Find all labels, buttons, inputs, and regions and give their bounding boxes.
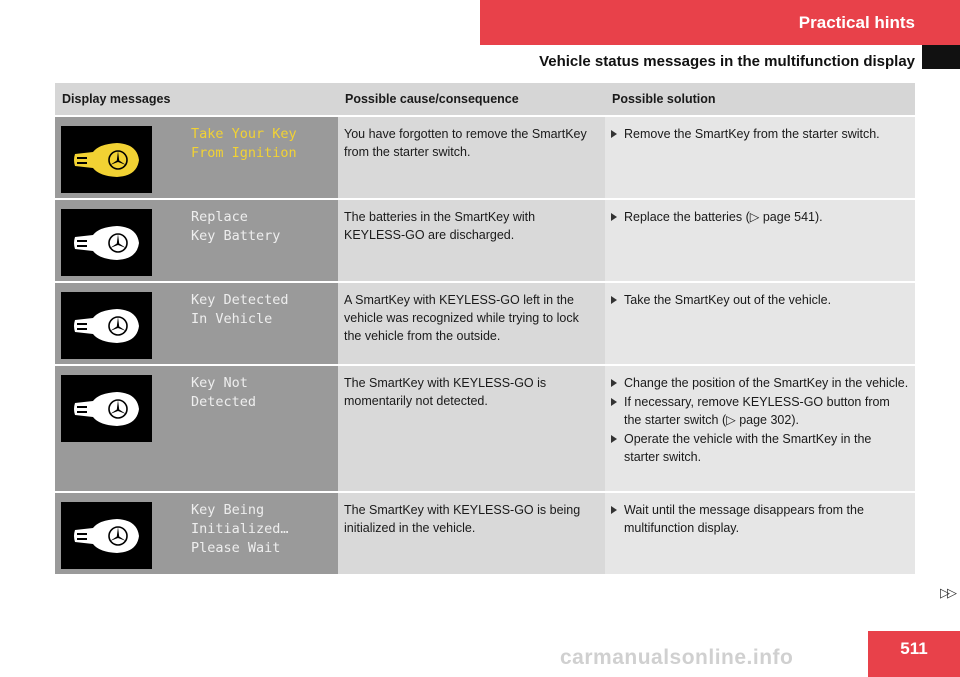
col-header-cause: Possible cause/consequence — [338, 83, 605, 116]
solution-cell — [605, 492, 915, 575]
display-message-text: Key Not Detected — [191, 375, 257, 410]
col-header-solution: Possible solution — [605, 83, 915, 116]
solution-text: Operate the vehicle with the SmartKey in the starter switch. — [624, 432, 872, 464]
display-message-cell — [55, 199, 338, 282]
smartkey-icon — [71, 516, 143, 556]
bullet-arrow-icon — [611, 296, 617, 304]
display-screen — [61, 209, 152, 276]
display-message-text: Key Being Initialized… Please Wait — [191, 502, 289, 556]
smartkey-icon — [71, 223, 143, 263]
smartkey-icon — [71, 140, 143, 180]
table-row — [55, 365, 915, 492]
smartkey-icon — [71, 306, 143, 346]
cause-cell: The batteries in the SmartKey with KEYLESS-GO are discharged. — [338, 199, 605, 282]
display-message-text: Replace Key Battery — [191, 209, 281, 244]
thumb-index-block — [922, 45, 960, 69]
display-message-cell — [55, 492, 338, 575]
page-number: 511 — [900, 639, 928, 658]
display-screen — [61, 126, 152, 193]
table-row — [55, 282, 915, 365]
section-title: Practical hints — [798, 12, 915, 32]
cause-cell: You have forgotten to remove the SmartKey from the starter switch. — [338, 116, 605, 199]
cause-cell: The SmartKey with KEYLESS-GO is momentarily not detected. — [338, 365, 605, 492]
display-screen — [61, 375, 152, 442]
solution-text: Remove the SmartKey from the starter switch. — [624, 127, 880, 141]
solution-text: Change the position of the SmartKey in the vehicle. — [624, 376, 909, 390]
display-message-cell — [55, 116, 338, 199]
solution-cell — [605, 199, 915, 282]
display-screen — [61, 502, 152, 569]
solution-text: Wait until the message disappears from the multifunction display. — [624, 503, 864, 535]
smartkey-icon — [71, 389, 143, 429]
solution-item — [611, 208, 909, 226]
cause-cell: A SmartKey with KEYLESS-GO left in the vehicle was recognized while trying to lock the vehicle from the outside. — [338, 282, 605, 365]
solution-item — [611, 374, 909, 392]
display-message-text: Take Your Key From Ignition — [191, 126, 297, 161]
watermark: carmanualsonline.info — [560, 646, 794, 669]
solution-item — [611, 291, 909, 309]
section-title-tab — [480, 0, 960, 45]
display-message-cell — [55, 365, 338, 492]
solution-text: If necessary, remove KEYLESS-GO button from the starter switch (▷ page 302). — [624, 395, 890, 427]
page-number-tab — [868, 631, 960, 677]
bullet-arrow-icon — [611, 435, 617, 443]
page-subtitle: Vehicle status messages in the multifunction display — [539, 53, 915, 70]
bullet-arrow-icon — [611, 130, 617, 138]
bullet-arrow-icon — [611, 379, 617, 387]
status-messages-table — [55, 83, 915, 576]
display-message-cell — [55, 282, 338, 365]
solution-item — [611, 125, 909, 143]
solution-cell — [605, 365, 915, 492]
solution-text: Replace the batteries (▷ page 541). — [624, 210, 823, 224]
table-row — [55, 199, 915, 282]
display-message-text: Key Detected In Vehicle — [191, 292, 289, 327]
bullet-arrow-icon — [611, 213, 617, 221]
solution-item — [611, 393, 909, 429]
col-header-display: Display messages — [55, 83, 338, 116]
continued-arrow-icon: ▷▷ — [940, 585, 954, 600]
display-screen — [61, 292, 152, 359]
solution-cell — [605, 116, 915, 199]
table-row — [55, 492, 915, 575]
solution-text: Take the SmartKey out of the vehicle. — [624, 293, 832, 307]
solution-item — [611, 430, 909, 466]
table-row — [55, 116, 915, 199]
table-header-row — [55, 83, 915, 116]
bullet-arrow-icon — [611, 506, 617, 514]
solution-item — [611, 501, 909, 537]
cause-cell: The SmartKey with KEYLESS-GO is being initialized in the vehicle. — [338, 492, 605, 575]
bullet-arrow-icon — [611, 398, 617, 406]
solution-cell — [605, 282, 915, 365]
